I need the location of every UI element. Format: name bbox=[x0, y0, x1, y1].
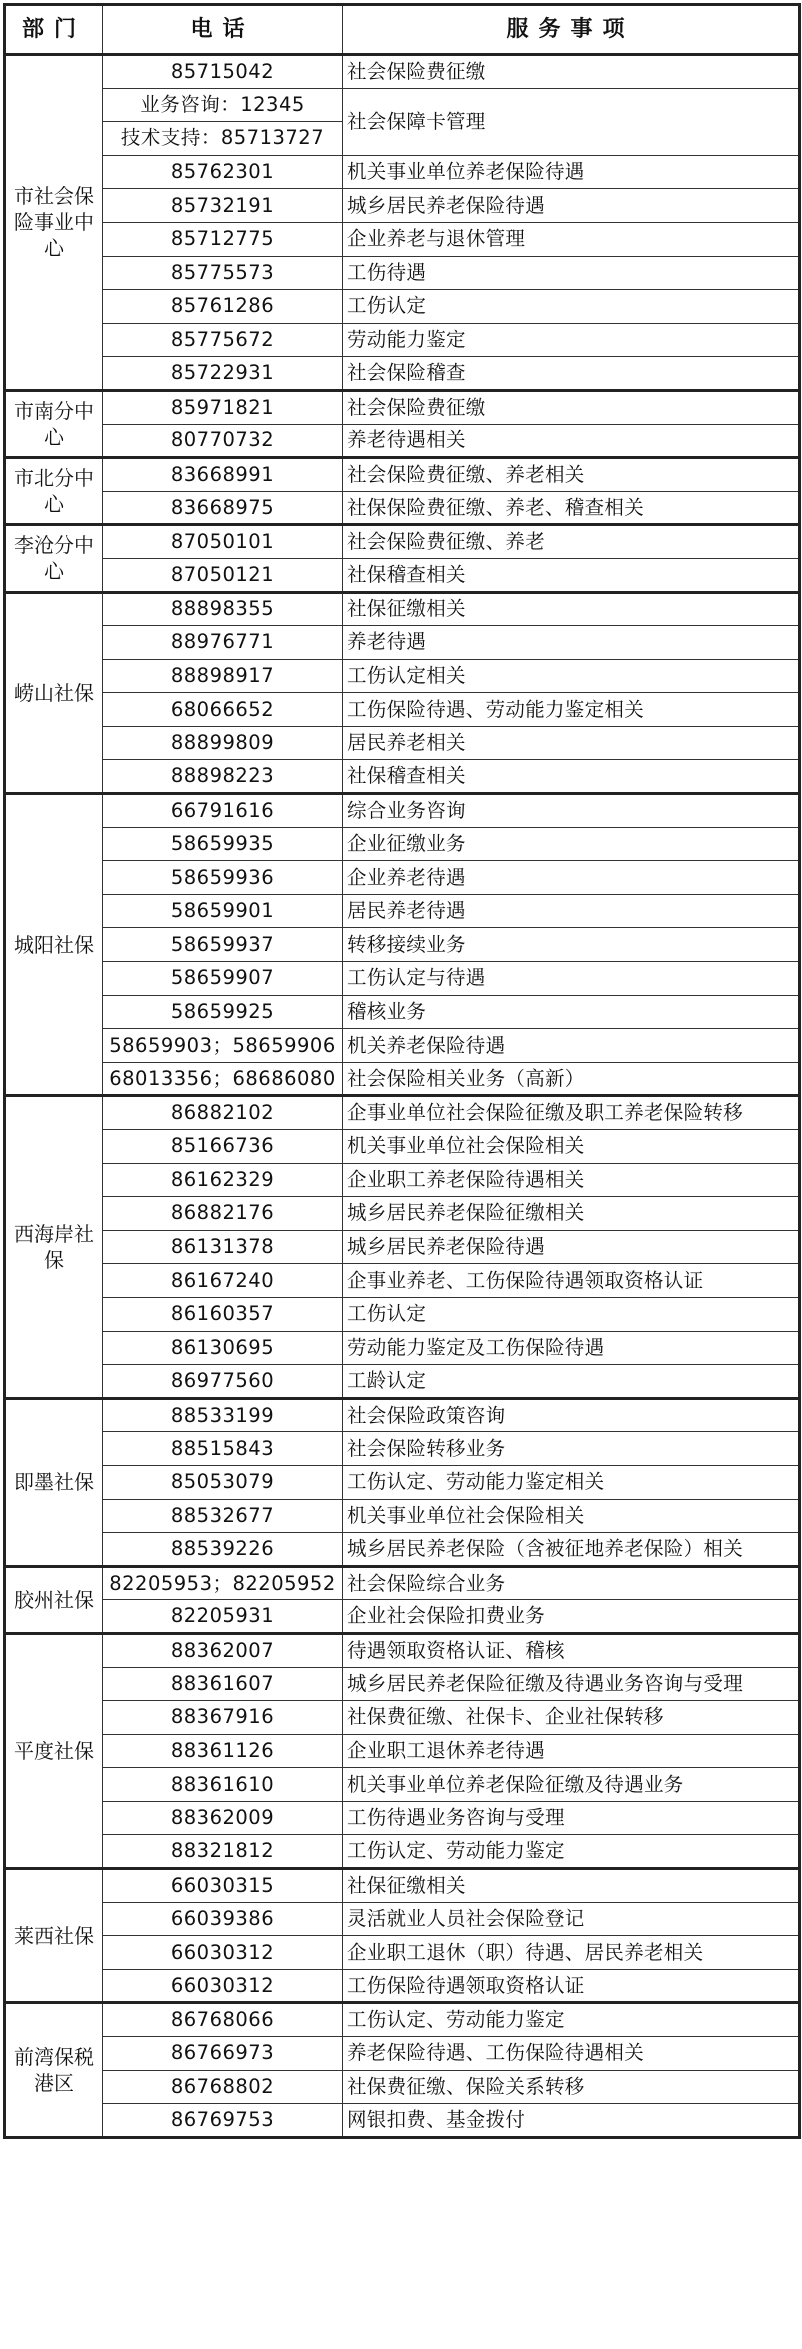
service-cell: 劳动能力鉴定 bbox=[343, 323, 800, 357]
header-phone: 电话 bbox=[103, 5, 343, 55]
phone-cell: 85971821 bbox=[103, 390, 343, 424]
service-cell: 工伤认定、劳动能力鉴定 bbox=[343, 1835, 800, 1869]
table-row bbox=[5, 189, 800, 223]
table-row bbox=[5, 1230, 800, 1264]
phone-cell: 88533199 bbox=[103, 1398, 343, 1432]
service-cell: 企业社会保险扣费业务 bbox=[343, 1600, 800, 1634]
table-row bbox=[5, 256, 800, 290]
service-cell: 居民养老待遇 bbox=[343, 894, 800, 928]
phone-cell: 88898223 bbox=[103, 760, 343, 794]
phone-cell: 88362007 bbox=[103, 1633, 343, 1667]
phone-cell: 85775573 bbox=[103, 256, 343, 290]
phone-cell: 85715042 bbox=[103, 55, 343, 89]
service-cell: 工伤认定、劳动能力鉴定 bbox=[343, 2003, 800, 2037]
service-cell: 社保稽查相关 bbox=[343, 558, 800, 592]
table-row bbox=[5, 390, 800, 424]
service-cell: 城乡居民养老保险（含被征地养老保险）相关 bbox=[343, 1533, 800, 1567]
table-row bbox=[5, 1969, 800, 2003]
phone-cell: 66030312 bbox=[103, 1969, 343, 2003]
phone-cell: 技术支持：85713727 bbox=[103, 122, 343, 156]
table-row bbox=[5, 894, 800, 928]
service-cell: 机关事业单位养老保险待遇 bbox=[343, 155, 800, 189]
phone-cell: 80770732 bbox=[103, 424, 343, 458]
table-row bbox=[5, 558, 800, 592]
phone-cell: 58659935 bbox=[103, 827, 343, 861]
phone-cell: 88898917 bbox=[103, 659, 343, 693]
service-cell: 社会保险政策咨询 bbox=[343, 1398, 800, 1432]
phone-cell: 66030315 bbox=[103, 1869, 343, 1903]
phone-cell: 58659903；58659906 bbox=[103, 1029, 343, 1063]
service-cell: 社会保险相关业务（高新） bbox=[343, 1062, 800, 1096]
service-cell: 工伤待遇 bbox=[343, 256, 800, 290]
table-row bbox=[5, 1869, 800, 1903]
service-cell: 社会保险费征缴 bbox=[343, 390, 800, 424]
table-row bbox=[5, 1365, 800, 1399]
service-cell: 机关事业单位社会保险相关 bbox=[343, 1130, 800, 1164]
table-row bbox=[5, 323, 800, 357]
table-row bbox=[5, 1062, 800, 1096]
table-row bbox=[5, 861, 800, 895]
table-row bbox=[5, 1600, 800, 1634]
table-row bbox=[5, 2104, 800, 2138]
header-dept: 部门 bbox=[5, 5, 103, 55]
service-cell: 机关事业单位社会保险相关 bbox=[343, 1499, 800, 1533]
service-cell: 企业养老与退休管理 bbox=[343, 222, 800, 256]
table-row bbox=[5, 525, 800, 559]
service-cell: 网银扣费、基金拨付 bbox=[343, 2104, 800, 2138]
service-cell: 工伤认定 bbox=[343, 1297, 800, 1331]
table-row bbox=[5, 1633, 800, 1667]
phone-cell: 85762301 bbox=[103, 155, 343, 189]
table-row bbox=[5, 491, 800, 525]
table-row bbox=[5, 1499, 800, 1533]
service-cell: 企业职工退休养老待遇 bbox=[343, 1734, 800, 1768]
phone-cell: 86882176 bbox=[103, 1197, 343, 1231]
table-row bbox=[5, 1801, 800, 1835]
table-row bbox=[5, 760, 800, 794]
table-row bbox=[5, 155, 800, 189]
table-row bbox=[5, 1432, 800, 1466]
phone-cell: 68066652 bbox=[103, 693, 343, 727]
phone-cell: 83668975 bbox=[103, 491, 343, 525]
phone-cell: 88361607 bbox=[103, 1667, 343, 1701]
phone-cell: 88515843 bbox=[103, 1432, 343, 1466]
department-cell: 李沧分中心 bbox=[5, 525, 103, 592]
phone-cell: 87050121 bbox=[103, 558, 343, 592]
table-row bbox=[5, 424, 800, 458]
department-cell: 胶州社保 bbox=[5, 1566, 103, 1633]
table-row bbox=[5, 1768, 800, 1802]
service-cell: 社保保险费征缴、养老、稽查相关 bbox=[343, 491, 800, 525]
service-cell: 劳动能力鉴定及工伤保险待遇 bbox=[343, 1331, 800, 1365]
table-row bbox=[5, 357, 800, 391]
phone-cell: 业务咨询：12345 bbox=[103, 88, 343, 122]
service-cell: 机关事业单位养老保险征缴及待遇业务 bbox=[343, 1768, 800, 1802]
department-cell: 前湾保税港区 bbox=[5, 2003, 103, 2137]
table-row bbox=[5, 458, 800, 492]
service-cell: 社会保险费征缴 bbox=[343, 55, 800, 89]
service-cell: 城乡居民养老保险待遇 bbox=[343, 1230, 800, 1264]
service-cell: 社会保险转移业务 bbox=[343, 1432, 800, 1466]
service-cell: 社会保险费征缴、养老 bbox=[343, 525, 800, 559]
service-cell: 机关养老保险待遇 bbox=[343, 1029, 800, 1063]
service-cell: 养老保险待遇、工伤保险待遇相关 bbox=[343, 2037, 800, 2071]
phone-cell: 88361126 bbox=[103, 1734, 343, 1768]
table-row bbox=[5, 1331, 800, 1365]
phone-cell: 86766973 bbox=[103, 2037, 343, 2071]
table-row bbox=[5, 1130, 800, 1164]
table-row bbox=[5, 659, 800, 693]
service-cell: 社会保障卡管理 bbox=[343, 88, 800, 155]
table-row bbox=[5, 55, 800, 89]
service-cell: 工伤认定相关 bbox=[343, 659, 800, 693]
service-cell: 工龄认定 bbox=[343, 1365, 800, 1399]
service-cell: 社会保险费征缴、养老相关 bbox=[343, 458, 800, 492]
phone-cell: 82205953；82205952 bbox=[103, 1566, 343, 1600]
phone-cell: 88361610 bbox=[103, 1768, 343, 1802]
phone-cell: 58659901 bbox=[103, 894, 343, 928]
service-cell: 工伤认定与待遇 bbox=[343, 962, 800, 996]
service-cell: 企业职工退休（职）待遇、居民养老相关 bbox=[343, 1936, 800, 1970]
phone-cell: 58659936 bbox=[103, 861, 343, 895]
service-cell: 社保费征缴、保险关系转移 bbox=[343, 2070, 800, 2104]
table-row bbox=[5, 693, 800, 727]
service-cell: 城乡居民养老保险征缴相关 bbox=[343, 1197, 800, 1231]
service-cell: 工伤待遇业务咨询与受理 bbox=[343, 1801, 800, 1835]
table-row bbox=[5, 2037, 800, 2071]
table-row bbox=[5, 1297, 800, 1331]
phone-cell: 68013356；68686080 bbox=[103, 1062, 343, 1096]
table-row bbox=[5, 1398, 800, 1432]
table-row bbox=[5, 1835, 800, 1869]
table-row bbox=[5, 1566, 800, 1600]
table-row bbox=[5, 827, 800, 861]
phone-cell: 86882102 bbox=[103, 1096, 343, 1130]
phone-cell: 66030312 bbox=[103, 1936, 343, 1970]
service-cell: 社会保险综合业务 bbox=[343, 1566, 800, 1600]
service-cell: 企业职工养老保险待遇相关 bbox=[343, 1163, 800, 1197]
service-cell: 企事业单位社会保险征缴及职工养老保险转移 bbox=[343, 1096, 800, 1130]
phone-cell: 58659925 bbox=[103, 995, 343, 1029]
phone-cell: 85761286 bbox=[103, 290, 343, 324]
phone-cell: 88899809 bbox=[103, 726, 343, 760]
service-cell: 工伤认定、劳动能力鉴定相关 bbox=[343, 1465, 800, 1499]
department-cell: 市南分中心 bbox=[5, 390, 103, 457]
phone-cell: 86131378 bbox=[103, 1230, 343, 1264]
service-cell: 转移接续业务 bbox=[343, 928, 800, 962]
service-cell: 企事业养老、工伤保险待遇领取资格认证 bbox=[343, 1264, 800, 1298]
service-cell: 城乡居民养老保险征缴及待遇业务咨询与受理 bbox=[343, 1667, 800, 1701]
contact-table bbox=[3, 3, 801, 2139]
phone-cell: 66039386 bbox=[103, 1902, 343, 1936]
service-cell: 灵活就业人员社会保险登记 bbox=[343, 1902, 800, 1936]
table-row bbox=[5, 1533, 800, 1567]
phone-cell: 88532677 bbox=[103, 1499, 343, 1533]
phone-cell: 88539226 bbox=[103, 1533, 343, 1567]
department-cell: 平度社保 bbox=[5, 1633, 103, 1868]
phone-cell: 86768802 bbox=[103, 2070, 343, 2104]
table-body bbox=[5, 55, 800, 2138]
department-cell: 市社会保险事业中心 bbox=[5, 55, 103, 391]
phone-cell: 88976771 bbox=[103, 626, 343, 660]
service-cell: 工伤保险待遇领取资格认证 bbox=[343, 1969, 800, 2003]
service-cell: 居民养老相关 bbox=[343, 726, 800, 760]
phone-cell: 88898355 bbox=[103, 592, 343, 626]
department-cell: 城阳社保 bbox=[5, 794, 103, 1096]
phone-cell: 86167240 bbox=[103, 1264, 343, 1298]
table-row bbox=[5, 1734, 800, 1768]
service-cell: 企业征缴业务 bbox=[343, 827, 800, 861]
service-cell: 工伤认定 bbox=[343, 290, 800, 324]
service-cell: 稽核业务 bbox=[343, 995, 800, 1029]
table-row bbox=[5, 962, 800, 996]
table-row bbox=[5, 1667, 800, 1701]
table-row bbox=[5, 1902, 800, 1936]
phone-cell: 58659907 bbox=[103, 962, 343, 996]
service-cell: 企业养老待遇 bbox=[343, 861, 800, 895]
phone-cell: 85053079 bbox=[103, 1465, 343, 1499]
service-cell: 社保费征缴、社保卡、企业社保转移 bbox=[343, 1701, 800, 1735]
service-cell: 工伤保险待遇、劳动能力鉴定相关 bbox=[343, 693, 800, 727]
phone-cell: 58659937 bbox=[103, 928, 343, 962]
table-row bbox=[5, 222, 800, 256]
department-cell: 崂山社保 bbox=[5, 592, 103, 794]
table-row bbox=[5, 726, 800, 760]
phone-cell: 88367916 bbox=[103, 1701, 343, 1735]
table-row bbox=[5, 1096, 800, 1130]
phone-cell: 88321812 bbox=[103, 1835, 343, 1869]
table-row bbox=[5, 1701, 800, 1735]
table-row bbox=[5, 88, 800, 122]
phone-cell: 83668991 bbox=[103, 458, 343, 492]
department-cell: 西海岸社保 bbox=[5, 1096, 103, 1398]
table-row bbox=[5, 2003, 800, 2037]
phone-cell: 86130695 bbox=[103, 1331, 343, 1365]
phone-cell: 85732191 bbox=[103, 189, 343, 223]
service-cell: 社保征缴相关 bbox=[343, 1869, 800, 1903]
header-service: 服务事项 bbox=[343, 5, 800, 55]
phone-cell: 86768066 bbox=[103, 2003, 343, 2037]
table-row bbox=[5, 1936, 800, 1970]
header-row bbox=[5, 5, 800, 55]
service-cell: 社会保险稽查 bbox=[343, 357, 800, 391]
phone-cell: 85712775 bbox=[103, 222, 343, 256]
table-row bbox=[5, 626, 800, 660]
phone-cell: 85722931 bbox=[103, 357, 343, 391]
department-cell: 莱西社保 bbox=[5, 1869, 103, 2003]
department-cell: 市北分中心 bbox=[5, 458, 103, 525]
table-row bbox=[5, 1197, 800, 1231]
service-cell: 社保稽查相关 bbox=[343, 760, 800, 794]
table-row bbox=[5, 1264, 800, 1298]
table-row bbox=[5, 794, 800, 828]
table-row bbox=[5, 592, 800, 626]
table-row bbox=[5, 2070, 800, 2104]
phone-cell: 88362009 bbox=[103, 1801, 343, 1835]
service-cell: 社保征缴相关 bbox=[343, 592, 800, 626]
service-cell: 待遇领取资格认证、稽核 bbox=[343, 1633, 800, 1667]
table-row bbox=[5, 1029, 800, 1063]
phone-cell: 85166736 bbox=[103, 1130, 343, 1164]
table-row bbox=[5, 290, 800, 324]
phone-cell: 86162329 bbox=[103, 1163, 343, 1197]
service-cell: 综合业务咨询 bbox=[343, 794, 800, 828]
table-row bbox=[5, 1465, 800, 1499]
phone-cell: 85775672 bbox=[103, 323, 343, 357]
service-cell: 城乡居民养老保险待遇 bbox=[343, 189, 800, 223]
phone-cell: 86769753 bbox=[103, 2104, 343, 2138]
table-row bbox=[5, 995, 800, 1029]
table-row bbox=[5, 928, 800, 962]
department-cell: 即墨社保 bbox=[5, 1398, 103, 1566]
phone-cell: 82205931 bbox=[103, 1600, 343, 1634]
phone-cell: 86977560 bbox=[103, 1365, 343, 1399]
phone-cell: 87050101 bbox=[103, 525, 343, 559]
table-row bbox=[5, 1163, 800, 1197]
service-cell: 养老待遇相关 bbox=[343, 424, 800, 458]
service-cell: 养老待遇 bbox=[343, 626, 800, 660]
phone-cell: 66791616 bbox=[103, 794, 343, 828]
phone-cell: 86160357 bbox=[103, 1297, 343, 1331]
